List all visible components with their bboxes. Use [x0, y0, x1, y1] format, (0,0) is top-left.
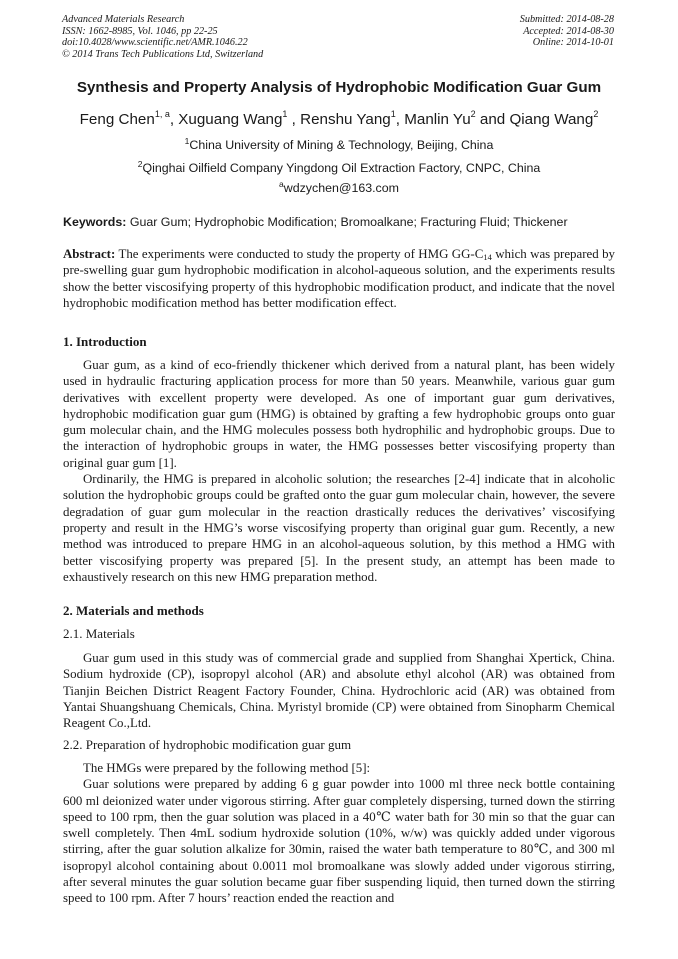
paper-title: Synthesis and Property Analysis of Hydrophobic Modification Guar Gum	[76, 79, 602, 96]
paragraph: Guar gum, as a kind of eco-friendly thickener which derived from a natural plant, has been widely used in hydraulic fracturing application process for more than 50 years. Meanwhile, various guar gum derivatives with excellent property were developed. As one of important guar gum derivatives, hydrophobic modification guar gum (HMG) is obtained by grafting a few hydrophobic groups onto guar gum molecular chain, and the HMG molecules possess both hydrophilic and hydrophobic groups. Due to the interaction of hydrophobic groups in water, the HMG possesses better viscosifying property than original guar gum [1].	[63, 358, 615, 470]
section-heading-introduction: 1. Introduction	[63, 334, 147, 349]
abstract-text-start: The experiments were conducted to study the property of HMG GG-C	[118, 247, 484, 261]
author-name: Renshu Yang	[300, 111, 391, 128]
author-separator: and	[475, 111, 510, 128]
preparation-body	[63, 760, 615, 907]
author-name: Qiang Wang	[509, 111, 594, 128]
author-name: Feng Chen	[79, 111, 155, 128]
introduction-body	[63, 357, 615, 585]
affiliation-mark: 2	[137, 159, 143, 169]
submitted-date: Submitted: 2014-08-28	[519, 14, 614, 25]
online-date: Online: 2014-10-01	[532, 37, 614, 49]
author-separator: ,	[287, 111, 301, 128]
affiliation-text: China University of Mining & Technology, Beijing, China	[189, 138, 494, 152]
journal-header	[62, 14, 263, 60]
journal-name: Advanced Materials Research	[62, 14, 185, 25]
abstract-text-end: which was prepared by pre-swelling guar gum hydrophobic modification in alcohol-aqueous solution, and the experiments results show the better viscosifying property of this hydrophobic modification product, and indicate that the novel hydrophobic modification method has better modification effect.	[63, 247, 615, 310]
accepted-date: Accepted: 2014-08-30	[523, 25, 614, 37]
author-separator: ,	[169, 111, 179, 128]
keywords-text: Guar Gum; Hydrophobic Modification; Bromoalkane; Fracturing Fluid; Thickener	[129, 215, 568, 229]
paragraph: The HMGs were prepared by the following method [5]:	[83, 761, 371, 775]
subsection-heading-preparation: 2.2. Preparation of hydrophobic modification guar gum	[63, 737, 352, 752]
abstract-label: Abstract:	[63, 247, 116, 261]
abstract	[63, 246, 615, 311]
keywords-label: Keywords:	[63, 215, 127, 229]
paragraph: Guar solutions were prepared by adding 6 g guar powder into 1000 ml three neck bottle containing 600 ml deionized water under vigorous stirring. After guar completely dispersing, turned down the stirring speed to 100 rpm, then the guar solution was placed in a 40℃ water bath for 30 min so that the guar can swell completely. Then 4mL sodium hydroxide solution (10%, w/w) was quickly added under vigorous stirring, after the guar solution alkalize for 30min, raised the water bath temperature to 80℃, and 300 ml isopropyl alcohol containing about 0.0011 mol bromoalkane was slowly added under vigorous stirring, after several minutes the guar solution became guar fiber suspending liquid, then turned down the stirring speed to 100 rpm. After 7 hours’ reaction ended the reaction and	[63, 777, 615, 906]
copyright-line: © 2014 Trans Tech Publications Ltd, Switzerland	[62, 48, 264, 60]
subsection-heading-materials: 2.1. Materials	[63, 626, 135, 641]
author-affiliation-mark: 1	[282, 109, 288, 119]
affiliation-2	[0, 161, 678, 175]
abstract-subscript: 14	[483, 252, 492, 262]
author-affiliation-mark: 2	[593, 109, 599, 119]
author-list	[0, 111, 678, 128]
author-affiliation-mark: 1, a	[154, 109, 170, 119]
author-affiliation-mark: 2	[470, 109, 476, 119]
affiliation-text: Qinghai Oilfield Company Yingdong Oil Extraction Factory, CNPC, China	[142, 161, 541, 175]
email-text: wdzychen@163.com	[283, 181, 399, 195]
affiliation-mark: 1	[184, 136, 190, 146]
author-affiliation-mark: 1	[390, 109, 396, 119]
materials-body	[63, 650, 615, 731]
affiliation-1	[0, 138, 678, 152]
issn-line: ISSN: 1662-8985, Vol. 1046, pp 22-25	[62, 25, 218, 37]
author-email	[0, 181, 678, 195]
paragraph: Ordinarily, the HMG is prepared in alcoholic solution; the researches [2-4] indicate that in alcoholic solution the hydrophobic groups could be grafted onto the guar gum molecular chain, however, the severe degradation of guar gum molecular in the reaction drastically reduces the derivatives’ viscosifying property and result in the HMG’s worse viscosifying property than original guar gum. Recently, a new method was introduced to prepare HMG in an alcohol-aqueous solution, by this method a HMG with better viscosifying property was prepared [5]. In the present study, an attempt has been made to exhaustively research on this new HMG preparation method.	[63, 472, 615, 584]
author-separator: ,	[395, 111, 405, 128]
author-name: Manlin Yu	[404, 111, 471, 128]
keywords	[63, 215, 568, 229]
dates-header	[520, 14, 614, 49]
doi-line: doi:10.4028/www.scientific.net/AMR.1046.22	[62, 37, 248, 49]
section-heading-materials-methods: 2. Materials and methods	[63, 603, 204, 618]
paragraph: Guar gum used in this study was of commercial grade and supplied from Shanghai Xpertick, China. Sodium hydroxide (CP), isopropyl alcohol (AR) and absolute ethyl alcohol (AR) was obtained from Tianjin Beichen District Reagent Factory Founder, China. Hydrochloric acid (AR) was obtained from Yantai Shuangshuang Chemicals, China. Myristyl bromide (CP) were obtained from Sinopharm Chemical Reagent Co.,Ltd.	[63, 651, 615, 731]
email-mark: a	[279, 179, 284, 189]
author-name: Xuguang Wang	[178, 111, 283, 128]
